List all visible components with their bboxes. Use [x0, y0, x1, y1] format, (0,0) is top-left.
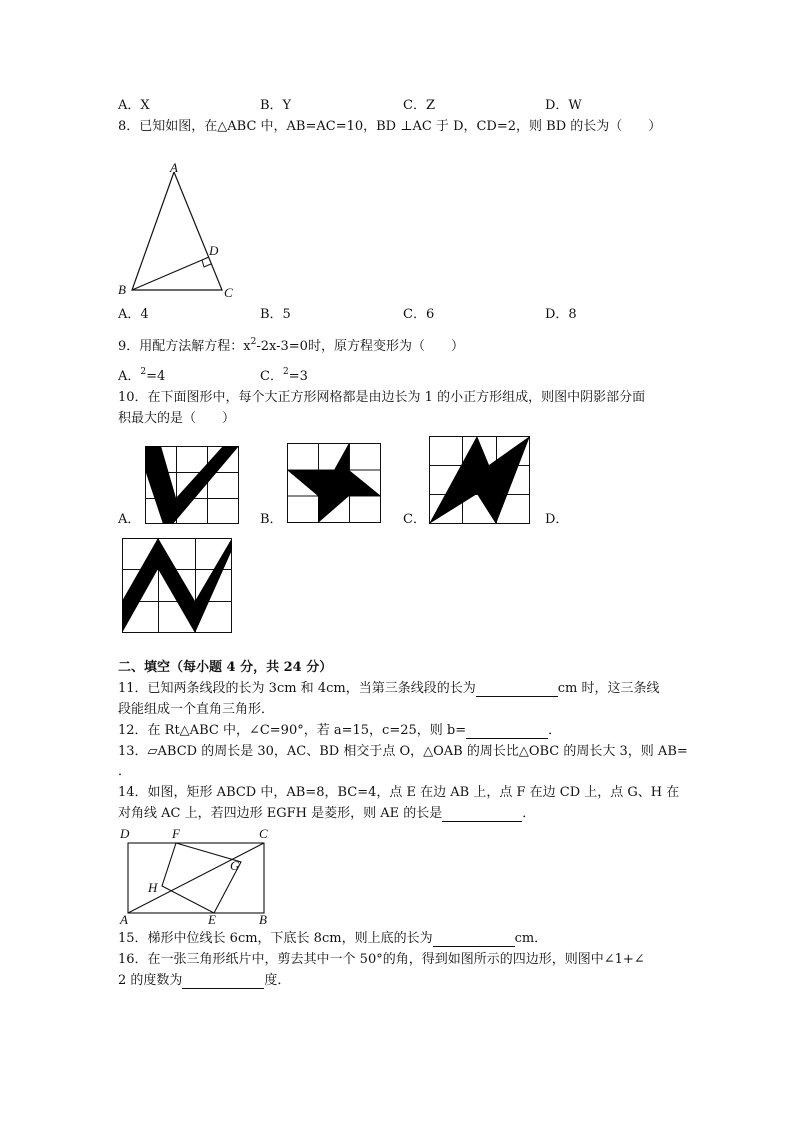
- q11-blank[interactable]: [476, 683, 558, 697]
- q8-option-b: B．5: [260, 307, 291, 322]
- label-e: E: [208, 912, 216, 927]
- q10-figure-b: [287, 443, 381, 523]
- q9-stem: 9．用配方法解方程：$x^2-2x-3=0$时，原方程变形为（ ）: [118, 337, 464, 354]
- q11-line2: 段能组成一个直角三角形．: [118, 702, 275, 717]
- q10-option-b: B．: [260, 512, 283, 527]
- q7-option-c: C．Z: [403, 98, 435, 113]
- label-c: C: [259, 826, 268, 841]
- q10-figure-d: [122, 538, 232, 633]
- label-d: D: [209, 243, 219, 258]
- q9-option-c: C．$^2$=3: [260, 367, 308, 384]
- q7-option-a: A．X: [118, 98, 150, 113]
- q8-option-a: A．4: [118, 307, 149, 322]
- label-f: F: [172, 826, 180, 841]
- q15-stem: 15．梯形中位线长 6cm，下底长 8cm，则上底的长为 cm．: [118, 931, 548, 946]
- q10-option-a: A．: [118, 512, 141, 527]
- q11-line1: 11．已知两条线段的长为 3cm 和 4cm，当第三条线段的长为 cm 时，这三条线: [118, 681, 660, 696]
- q13-line1: 13．▱ABCD 的周长是 30，AC、BD 相交于点 O，△OAB 的周长比△OBC 的周长大 3，则 AB=: [118, 744, 688, 759]
- q8-stem: 8．已知如图，在△ABC 中，AB=AC=10，BD ⊥AC 于 D，CD=2，则 BD 的长为（ ）: [118, 119, 662, 134]
- q8-triangle-figure: [112, 160, 242, 300]
- label-a: A: [120, 912, 128, 927]
- q16-blank[interactable]: [182, 975, 264, 989]
- q8-option-c: C．6: [403, 307, 435, 322]
- q9-option-a: A．$^2$=4: [118, 367, 166, 384]
- label-g: G: [230, 858, 240, 873]
- q10-stem-line1: 10．在下面图形中，每个大正方形网格都是由边长为 1 的小正方形组成，则图中阴影部分面: [118, 390, 646, 405]
- label-b: B: [118, 282, 126, 297]
- q12-blank[interactable]: [466, 725, 548, 739]
- q14-line2: 对角线 AC 上，若四边形 EGFH 是菱形，则 AE 的长是 ．: [118, 806, 536, 821]
- q10-figure-c: [429, 436, 530, 524]
- q14-line1: 14．如图，矩形 ABCD 中，AB=8，BC=4，点 E 在边 AB 上，点 F 在边 CD 上，点 G、H 在: [118, 785, 680, 800]
- q10-option-d: D．: [545, 512, 569, 527]
- label-b: B: [259, 912, 267, 927]
- label-a: A: [170, 160, 178, 175]
- q14-blank[interactable]: [442, 808, 522, 822]
- label-c: C: [224, 285, 233, 300]
- q7-option-b: B．Y: [260, 98, 292, 113]
- q14-rectangle-figure: [116, 826, 278, 928]
- section2-title: 二、填空（每小题 4 分，共 24 分）: [118, 660, 333, 675]
- q16-line1: 16．在一张三角形纸片中，剪去其中一个 50°的角，得到如图所示的四边形，则图中∠1+∠: [118, 952, 645, 967]
- q12-stem: 12．在 Rt△ABC 中，∠C=90°，若 a=15，c=25，则 b= ．: [118, 723, 562, 738]
- q10-stem-line2: 积最大的是（ ）: [118, 411, 236, 426]
- q7-option-d: D．W: [545, 98, 582, 113]
- q10-figure-a: [145, 446, 239, 524]
- label-d: D: [120, 826, 130, 841]
- q16-line2: 2 的度数为 度．: [118, 973, 291, 988]
- q13-line2: ．: [118, 764, 132, 779]
- label-h: H: [148, 880, 158, 895]
- q15-blank[interactable]: [433, 933, 515, 947]
- q10-option-c: C．: [403, 512, 426, 527]
- q8-option-d: D．8: [545, 307, 577, 322]
